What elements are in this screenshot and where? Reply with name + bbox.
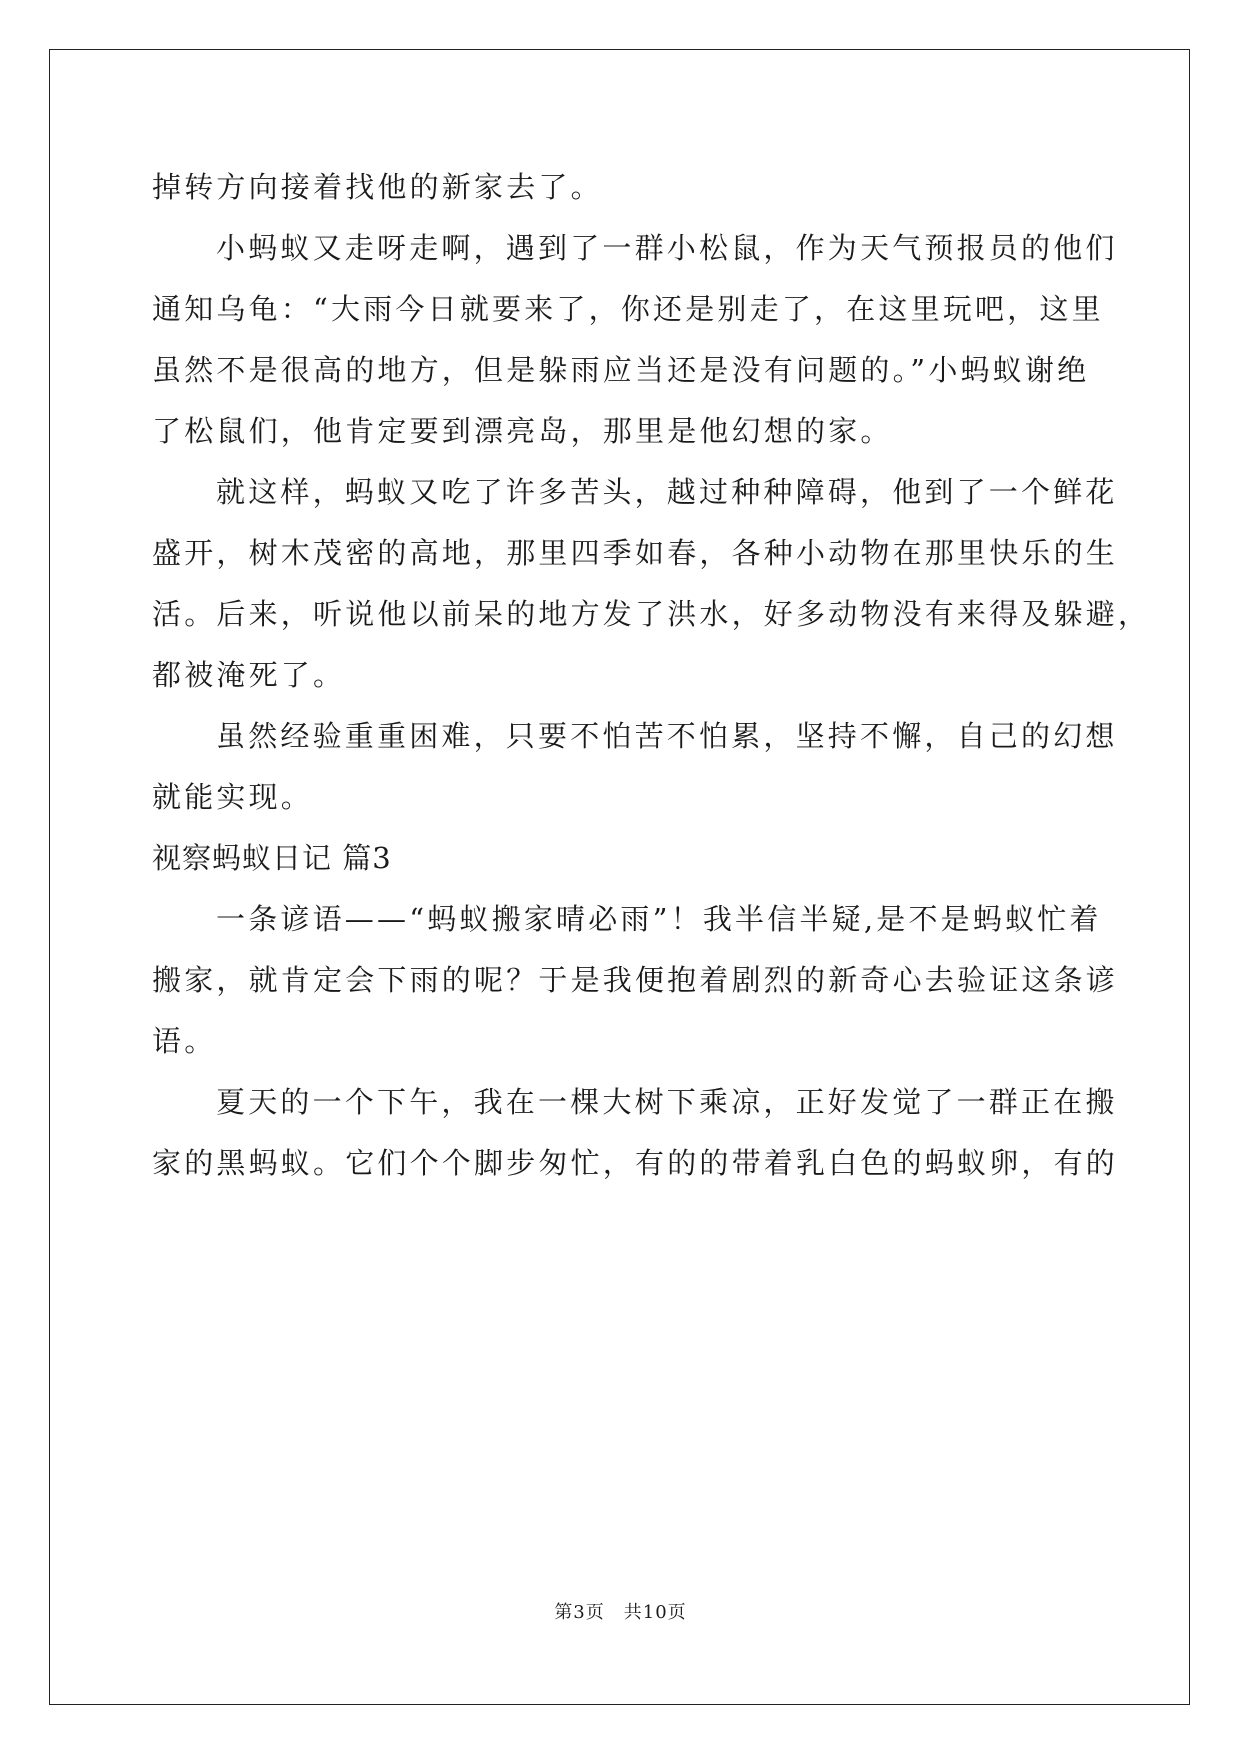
paragraph-2	[152, 218, 1118, 462]
text-line: 就能实现。	[152, 780, 314, 814]
paragraph-4	[152, 706, 1118, 828]
text-line: 语。	[152, 1024, 217, 1058]
text-line: 通知乌龟：“大雨今日就要来了，你还是别走了，在这里玩吧，这里	[152, 292, 1104, 326]
text-line: 就这样，蚂蚁又吃了许多苦头，越过种种障碍，他到了一个鲜花	[216, 475, 1118, 509]
text-line: 了松鼠们，他肯定要到漂亮岛，那里是他幻想的家。	[152, 414, 893, 448]
text-line: 家的黑蚂蚁。它们个个脚步匆忙，有的的带着乳白色的蚂蚁卵，有的	[152, 1146, 1119, 1180]
text-line: 虽然不是很高的地方，但是躲雨应当还是没有问题的。”小蚂蚁谢绝	[152, 353, 1090, 387]
text-line: 盛开，树木茂密的高地，那里四季如春，各种小动物在那里快乐的生	[152, 536, 1119, 570]
paragraph-6	[152, 1072, 1119, 1194]
text-line: 都被淹死了。	[152, 658, 346, 692]
text-line: 搬家，就肯定会下雨的呢？于是我便抱着剧烈的新奇心去验证这条谚	[152, 963, 1119, 997]
text-line: 夏天的一个下午，我在一棵大树下乘凉，正好发觉了一群正在搬	[216, 1085, 1118, 1119]
page-number-footer: 第3页 共10页	[554, 1602, 687, 1623]
text-line: 一条谚语——“蚂蚁搬家晴必雨”！我半信半疑,是不是蚂蚁忙着	[216, 902, 1102, 936]
paragraph-5	[152, 889, 1119, 1072]
section-heading: 视察蚂蚁日记 篇3	[152, 841, 392, 875]
text-line: 掉转方向接着找他的新家去了。	[152, 170, 603, 204]
text-line: 小蚂蚁又走呀走啊，遇到了一群小松鼠，作为天气预报员的他们	[216, 231, 1118, 265]
text-line: 活。后来，听说他以前呆的地方发了洪水，好多动物没有来得及躲避，	[152, 597, 1151, 631]
paragraph-3	[152, 462, 1151, 706]
document-body	[152, 157, 1151, 1194]
text-line: 虽然经验重重困难，只要不怕苦不怕累，坚持不懈，自己的幻想	[216, 719, 1118, 753]
paragraph-1	[152, 157, 1092, 218]
